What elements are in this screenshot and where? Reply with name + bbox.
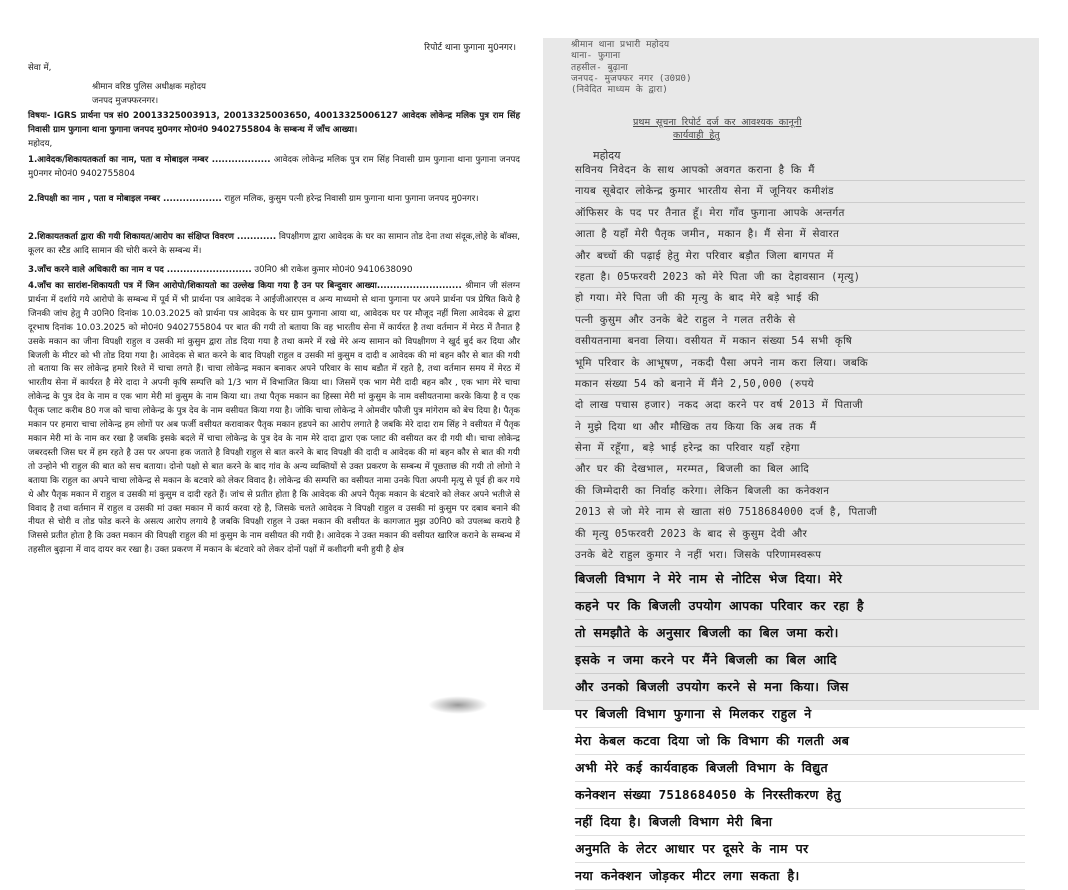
letter-line: अभी मेरे कई कार्यवाहक बिजली विभाग के विद्युत — [575, 755, 1025, 782]
letter-line: बिजली विभाग ने मेरे नाम से नोटिस भेज दिया। मेरे — [575, 566, 1025, 593]
section-5 — [28, 280, 520, 558]
subject-label: विषयः- — [28, 111, 51, 121]
section-2 — [28, 193, 520, 207]
letter-line: की जिम्मेदारी का निर्वाह करेगा। लेकिन बिजली का कनेक्शन — [575, 481, 1025, 502]
letter-line: दो लाख पचास हजार) नकद अदा करने पर वर्ष 2013 में पिताजी — [575, 395, 1025, 416]
section-2-label: 2.विपक्षी का नाम , पता व मोबाइल नम्बर .................. — [28, 194, 222, 204]
letter-line: मकान संख्या 54 को बनाने में मैंने 2,50,000 (रुपये — [575, 374, 1025, 395]
section-1-answer: आवेदक लोकेन्द्र मलिक पुत्र राम सिंह निवासी ग्राम फुगाना थाना फुगाना जनपद मु0नगर मो0नं0 9402755804 — [28, 155, 520, 179]
section-5-body: श्रीमान जी संलग्न प्रार्थना में दर्शाये गये आरोपो के सम्बन्ध में पूर्व में भी प्रार्थना पत्र आवेदक ने आईजीआरएस व अन्य माध्यमो से थाना फुगाना पर अपने प्रार्थना पत्र प्रेषित किये है जिनकी जांच हेतु मै उ0नि0 दिनांक 10.03.2025 को प्रार्थना पत्र आवेदक के घर ग्राम फुगाना आया था, आवेदक घर पर मौजूद नहीं मिला आवेदक से द्वारा दूरभाष दिनांक 10.03.2025 को मो0नं0 9402755804 पर बात की गयी तो बताया कि वह भारतीय सेना में कार्यरत है तथा वर्तमान में मेरठ में तैनात है उसके मकान का जीना विपक्षी राहुल व उसकी मां कुसुम द्वारा तोड दिया गया है तथा कमरे में रखे मेरे अन्य सामान को विपक्षीगण ने खुर्द बुर्द कर दिया और बिजली के मीटर को भी तोड दिया गया है। आवेदक से बात करने के बाद विपक्षी राहुल व उसकी मां कुसुम व दादी व आवेदक की मां बहन कौर से बात की गयी तो बताया कि सर लोकेन्द्र हमारे रिश्ते में चाचा लगते हैं। चाचा लोकेन्द्र मकान बनाकर अपने परिवार के साथ बडौत में रहते है, तथा वर्तमान समय में मेरठ में भारतीय सेना में कार्यरत है मेरे दादा ने अपनी कृषि सम्पत्ति को 1/3 भाग में विभाजित किया था। जिसमें एक भाग मेरी दादी बहन कौर , एक भाग मेरे चाचा लोकेन्द्र के पुत्र देव के नाम व एक भाग मेरी मां कुसुम के नाम किया था। तथा पैतृक मकान का हिस्सा मेरी मां कुसुम के नाम वसीयतनामा करके किया है व एक पैतृक प्लाट करीब 80 गज को चाचा लोकेन्द्र के पुत्र देव के नाम वसीयत किया गया है। जोकि चाचा लोकेन्द्र ने ओमवीर फौजी पुत्र मांगेराम को बेच दिया है। पैतृक मकान पर हमारा चाचा लोकेन्द्र हम लोगों पर अब फर्जी वसीयत करावाकर पैतृक मकान हडपने का आरोप लगाते है जबकि मेरे दादा राम सिंह ने वसीयत में पैतृक मकान मेरी मां के नाम कर रखा है जबकि इसके बदले में चाचा लोकेन्द्र के पुत्र देव के नाम मेरे दादा द्वारा एक प्लाट की वसीयत कर दी गयी थी। चाचा लोकेन्द्र जबरदस्ती जिस घर में हम रहते है उस पर अपना हक जताते है विपक्षी राहुल से बात करने के बाद विपक्षी की दादी व आवेदक की मां बहन कौर से बात की गयी तो उन्होने भी राहुल की बात को सच बताया। दोनो पक्षो से बात करने के बाद गांव के अन्य व्यक्तियों से उक्त प्रकरण के सम्बन्ध में पूछताछ की गयी तो लोगो ने बताया कि राहुल का अपने चाचा लोकेन्द्र से मकान के बटवारे को लेकर विवाद है। लोकेन्द्र की सम्पत्ति का वसीयत नामा उनके पिता अपनी मृत्यु से पूर्व ही कर गये थे और पैतृक मकान में राहुल व उसकी मां कुसुम व दादी रहते हैं। जांच से प्रतीत होता है कि आवेदक की अपने पैतृक मकान के बंटवारे को लेकर अपने भतीजे से विवाद है तथा वर्तमान में राहुल व उसकी मां उक्त मकान में कार्य करवा रहे है, जिसके चलते आवेदक ने विपक्षी राहुल व उसकी मां कुसुम पर दबाव बनाने की नीयत से चोरी व तोड फोड करने के असत्य आरोप लगाये है जबकि विपक्षी राहुल ने उक्त मकान की वसीयत के कागजात मुझ उ0नि0 को उपलब्ध कराये है जिससे प्रतीत होता है कि उक्त मकान की विपक्षी राहुल की मां कुसुम के नाम वसीयत की गयी है। आवेदक ने उक्त मकान की वसीयत खारिज कराने के सम्बन्ध में तहसील बुढ़ाना में वाद दायर कर रखा है। उक्त प्रकरण में मकान के बंटवारे को लेकर दोनों पक्षों में कशीदगी बनी हुयी है क्षेत्र — [28, 281, 520, 556]
subject-line: प्रथम सूचना रिपोर्ट दर्ज कर आवश्यक कानूनी — [633, 117, 802, 128]
letter-line: तो समझौते के अनुसार बिजली का बिल जमा करो। — [575, 620, 1025, 647]
section-2-answer: राहुल मलिक, कुसुम पत्नी हरेन्द्र निवासी ग्राम फुगाना थाना फुगाना जनपद मु0नगर। — [224, 194, 479, 204]
letter-line: सेना में रहूँगा, बड़े भाई हरेन्द्र का परिवार यहाँ रहेगा — [575, 438, 1025, 459]
letter-line: कहने पर कि बिजली उपयोग आपका परिवार कर रहा है — [575, 593, 1025, 620]
subject — [28, 110, 520, 138]
address-line: थाना- फुगाना — [571, 51, 621, 62]
letter-line: और बच्चों की पढ़ाई हेतु मेरा परिवार बड़ौत जिला बागपत में — [575, 246, 1025, 267]
greeting: महोदय, — [28, 139, 53, 149]
letter-line: आता है यहाँ मेरी पैतृक जमीन, मकान है। मैं सेना में सेवारत — [575, 224, 1025, 245]
typed-report-page — [28, 36, 520, 726]
subject-text: IGRS प्रार्थना पत्र सं0 20013325003913, 20013325003650, 40013325006127 आवेदक लोकेन्द्र मलिक पुत्र राम सिंह निवासी ग्राम फुगाना थाना फुगाना जनपद मु0नगर मो0नं0 9402755804 के सम्बन्ध में जाँच आख्या। — [28, 111, 521, 135]
letter-line: नया कनेक्शन जोड़कर मीटर लगा सकता है। — [575, 863, 1025, 890]
addressee — [28, 81, 520, 109]
letter-line: कनेक्शन संख्या 7518684050 के निरस्तीकरण हेतु — [575, 782, 1025, 809]
letter-body — [575, 160, 1025, 890]
address-line: श्रीमान थाना प्रभारी महोदय — [571, 40, 670, 50]
handwritten-letter-scan — [543, 38, 1039, 884]
letter-line: अनुमति के लेटर आधार पर दूसरे के नाम पर — [575, 836, 1025, 863]
section-3-label: 2.शिकायतकर्ता द्वारा की गयी शिकायत/आरोप का संक्षिप्त विवरण ............ — [28, 232, 277, 242]
letter-line: सविनय निवेदन के साथ आपको अवगत कराना है कि मैं — [575, 160, 1025, 181]
section-3-answer: विपक्षीगण द्वारा आवेदक के घर का सामान तोड देना तथा संदूक,लोहे के बॉक्स, कूलर का स्टैड आदि सामान की चोरी करने के सम्बन्ध में। — [28, 232, 520, 256]
addressee-line-1: श्रीमान वरिष्ठ पुलिस अधीक्षक महोदय — [92, 82, 207, 92]
letter-line: उनके बेटे राहुल कुमार ने नहीं भरा। जिसके परिणामस्वरूप — [575, 545, 1025, 566]
letter-line: ने मुझे दिया था और मौखिक तय किया कि अब तक मैं — [575, 417, 1025, 438]
addressee-line-2: जनपद मुजफ्फरनगर। — [92, 95, 159, 106]
section-1 — [28, 154, 520, 182]
letter-address-block — [571, 40, 951, 96]
salutation: सेवा में, — [28, 63, 52, 73]
section-1-label: 1.आवेदक/शिकायतकर्ता का नाम, पता व मोबाइल नम्बर .................. — [28, 155, 271, 165]
letter-line: भूमि परिवार के आभूषण, नकदी पैसा अपने नाम करा लिया। जबकि — [575, 353, 1025, 374]
letter-line: और उनको बिजली उपयोग करने से मना किया। जिस — [575, 674, 1025, 701]
letter-line: नायब सूबेदार लोकेन्द्र कुमार भारतीय सेना में जूनियर कमीशंड — [575, 181, 1025, 202]
scan-shadow — [428, 696, 488, 714]
letter-line: हो गया। मेरे पिता जी की मृत्यु के बाद मेरे बड़े भाई की — [575, 288, 1025, 309]
section-4-answer: उ0नि0 श्री राकेश कुमार मो0नं0 9410638090 — [254, 265, 413, 275]
section-4-label: 3.जाँच करने वाले अधिकारी का नाम व पद .......................... — [28, 265, 252, 275]
section-3 — [28, 231, 520, 259]
letter-line: की मृत्यु 05फरवरी 2023 के बाद से कुसुम देवी और — [575, 524, 1025, 545]
section-4 — [28, 264, 520, 278]
letter-line: पर बिजली विभाग फुगाना से मिलकर राहुल ने — [575, 701, 1025, 728]
section-5-label: 4.जाँच का सारांश-शिकायती पत्र में जिन आरोपो/शिकायतो का उल्लेख किया गया है उन पर बिन्दुवार आख्या.......................... — [28, 281, 462, 291]
letter-line: मेरा केबल कटवा दिया जो कि विभाग की गलती अब — [575, 728, 1025, 755]
letter-line: इसके न जमा करने पर मैंने बिजली का बिल आदि — [575, 647, 1025, 674]
address-line: जनपद- मुजफ्फर नगर (उ0प्र0) — [571, 73, 692, 84]
letter-line: 2013 से जो मेरे नाम से खाता सं0 7518684000 दर्ज है, पिताजी — [575, 502, 1025, 523]
subject-line: कार्यवाही हेतु — [673, 130, 720, 141]
report-header: रिपोर्ट थाना फुगाना मु0नगर। — [424, 43, 516, 53]
letter-salutation: महोदय — [593, 149, 621, 162]
letter-line: और घर की देखभाल, मरम्मत, बिजली का बिल आदि — [575, 459, 1025, 480]
letter-line: नहीं दिया है। बिजली विभाग मेरी बिना — [575, 809, 1025, 836]
letter-line: वसीयतनामा बनवा लिया। वसीयत में मकान संख्या 54 सभी कृषि — [575, 331, 1025, 352]
letter-subject — [633, 116, 963, 142]
letter-line: रहता है। 05फरवरी 2023 को मेरे पिता जी का देहावसान (मृत्यु) — [575, 267, 1025, 288]
address-line: तहसील- बुढ़ाना — [571, 62, 628, 73]
address-line: (निवेदित माध्यम के द्वारा) — [571, 85, 668, 96]
letter-line: पत्नी कुसुम और उनके बेटे राहुल ने गलत तरीके से — [575, 310, 1025, 331]
letter-line: ऑफिसर के पद पर तैनात हूँ। मेरा गाँव फुगाना आपके अन्तर्गत — [575, 203, 1025, 224]
